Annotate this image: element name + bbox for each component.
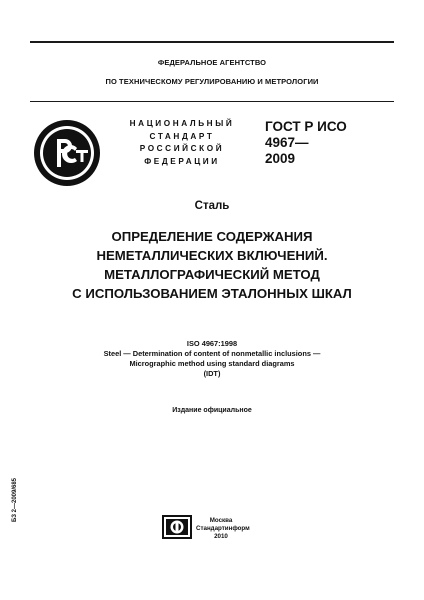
- title-line: ОПРЕДЕЛЕНИЕ СОДЕРЖАНИЯ: [111, 229, 313, 244]
- publisher-info: [196, 517, 250, 541]
- rst-logo-icon: [33, 119, 101, 187]
- publisher-name: Стандартинформ: [196, 525, 250, 532]
- iso-reference: [0, 339, 424, 379]
- standard-code: [265, 119, 347, 167]
- document-title: [0, 227, 424, 303]
- iso-line: Steel — Determination of content of nonmetallic inclusions —: [103, 349, 321, 358]
- subject-heading: Сталь: [194, 200, 230, 212]
- header-rule: [30, 101, 394, 102]
- publisher-logo-icon: [162, 515, 192, 539]
- title-line: МЕТАЛЛОГРАФИЧЕСКИЙ МЕТОД: [104, 267, 320, 282]
- title-line: С ИСПОЛЬЗОВАНИЕМ ЭТАЛОННЫХ ШКАЛ: [72, 286, 352, 301]
- standard-code-line: 2009: [265, 151, 296, 166]
- publisher-city: Москва: [209, 517, 233, 524]
- side-print-code: БЗ 2—2009/685: [12, 477, 18, 522]
- iso-line: Micrographic method using standard diagrams: [129, 359, 295, 368]
- title-line: НЕМЕТАЛЛИЧЕСКИХ ВКЛЮЧЕНИЙ.: [96, 248, 328, 263]
- top-rule: [30, 41, 394, 43]
- national-standard-label: [108, 118, 256, 168]
- standard-code-line: ГОСТ Р ИСО: [265, 119, 347, 134]
- national-line: ФЕДЕРАЦИИ: [144, 156, 220, 166]
- edition-label: Издание официальное: [172, 407, 252, 414]
- standard-code-line: 4967—: [265, 135, 309, 150]
- iso-line: ISO 4967:1998: [186, 339, 238, 348]
- national-line: РОССИЙСКОЙ: [139, 144, 225, 153]
- agency-line-1: ФЕДЕРАЛЬНОЕ АГЕНТСТВО: [157, 58, 267, 67]
- iso-line: (IDT): [203, 369, 221, 378]
- agency-line-2: ПО ТЕХНИЧЕСКОМУ РЕГУЛИРОВАНИЮ И МЕТРОЛОГИИ: [105, 77, 319, 86]
- national-line: СТАНДАРТ: [149, 131, 215, 141]
- publication-year: 2010: [214, 533, 228, 540]
- national-line: НАЦИОНАЛЬНЫЙ: [129, 119, 235, 128]
